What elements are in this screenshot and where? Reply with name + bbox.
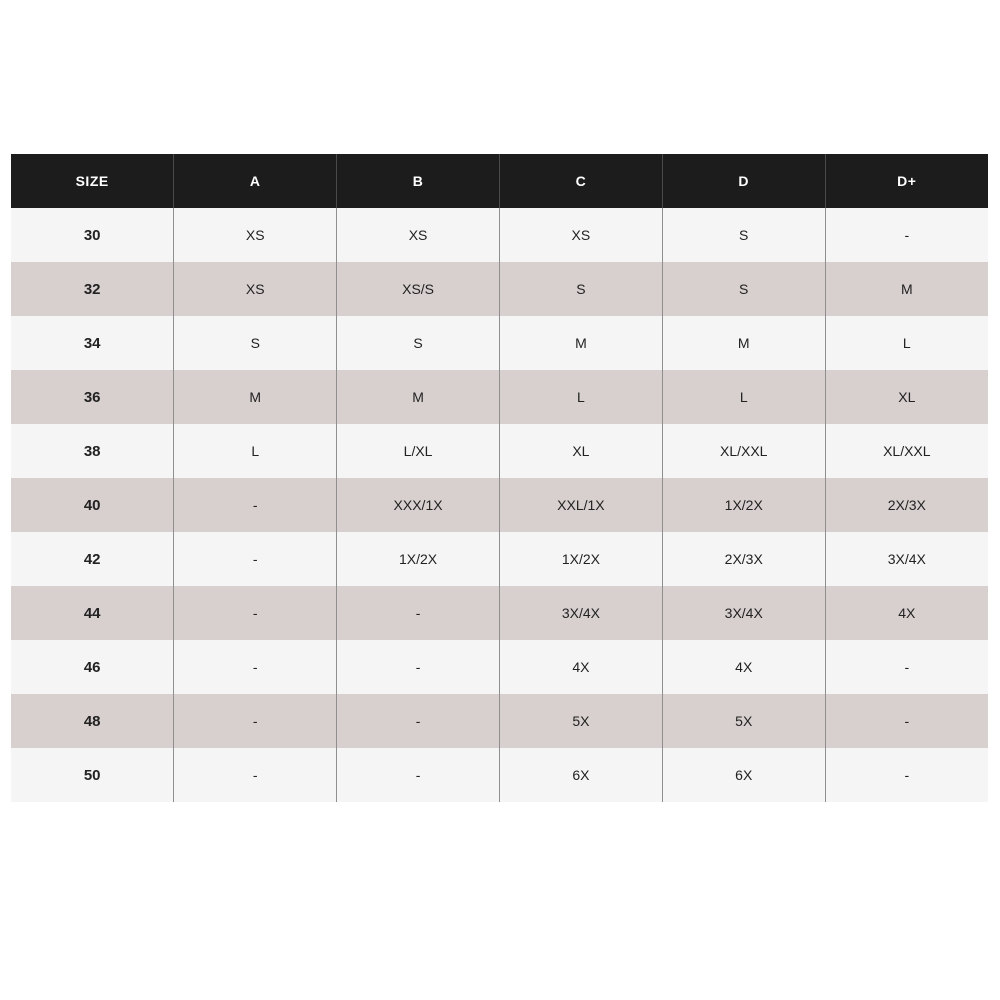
cup-d-plus-cell: - — [825, 208, 988, 262]
cup-c-cell: 1X/2X — [499, 532, 662, 586]
header-row — [11, 154, 988, 208]
cup-b-cell: S — [337, 316, 500, 370]
header-cup-c: C — [499, 154, 662, 208]
band-size-cell: 50 — [11, 748, 174, 802]
cup-c-cell: 4X — [499, 640, 662, 694]
cup-a-cell: XS — [174, 208, 337, 262]
table-row — [11, 478, 988, 532]
cup-b-cell: XS — [337, 208, 500, 262]
header-cup-d-plus: D+ — [825, 154, 988, 208]
header-size: SIZE — [11, 154, 174, 208]
cup-d-cell: 5X — [662, 694, 825, 748]
cup-b-cell: XS/S — [337, 262, 500, 316]
cup-a-cell: M — [174, 370, 337, 424]
cup-a-cell: S — [174, 316, 337, 370]
cup-a-cell: XS — [174, 262, 337, 316]
cup-c-cell: 3X/4X — [499, 586, 662, 640]
table-row — [11, 586, 988, 640]
cup-b-cell: - — [337, 640, 500, 694]
cup-c-cell: 5X — [499, 694, 662, 748]
cup-b-cell: L/XL — [337, 424, 500, 478]
band-size-cell: 44 — [11, 586, 174, 640]
cup-c-cell: XS — [499, 208, 662, 262]
table-header — [11, 154, 988, 208]
band-size-cell: 30 — [11, 208, 174, 262]
cup-a-cell: - — [174, 748, 337, 802]
band-size-cell: 46 — [11, 640, 174, 694]
cup-d-cell: M — [662, 316, 825, 370]
table-row — [11, 640, 988, 694]
cup-d-plus-cell: 3X/4X — [825, 532, 988, 586]
cup-d-cell: 2X/3X — [662, 532, 825, 586]
table-row — [11, 532, 988, 586]
table-body — [11, 208, 988, 802]
cup-c-cell: L — [499, 370, 662, 424]
table-row — [11, 316, 988, 370]
cup-c-cell: XXL/1X — [499, 478, 662, 532]
cup-d-cell: XL/XXL — [662, 424, 825, 478]
cup-c-cell: S — [499, 262, 662, 316]
header-cup-a: A — [174, 154, 337, 208]
cup-a-cell: - — [174, 694, 337, 748]
band-size-cell: 34 — [11, 316, 174, 370]
band-size-cell: 48 — [11, 694, 174, 748]
cup-d-plus-cell: - — [825, 748, 988, 802]
cup-d-cell: 1X/2X — [662, 478, 825, 532]
cup-d-plus-cell: 2X/3X — [825, 478, 988, 532]
table-row — [11, 694, 988, 748]
cup-b-cell: M — [337, 370, 500, 424]
cup-d-plus-cell: M — [825, 262, 988, 316]
cup-d-cell: S — [662, 262, 825, 316]
cup-b-cell: - — [337, 694, 500, 748]
cup-d-cell: 4X — [662, 640, 825, 694]
cup-b-cell: - — [337, 748, 500, 802]
table-row — [11, 262, 988, 316]
header-cup-b: B — [337, 154, 500, 208]
header-cup-d: D — [662, 154, 825, 208]
cup-b-cell: - — [337, 586, 500, 640]
cup-a-cell: - — [174, 586, 337, 640]
cup-a-cell: - — [174, 478, 337, 532]
cup-a-cell: L — [174, 424, 337, 478]
cup-c-cell: 6X — [499, 748, 662, 802]
cup-d-cell: S — [662, 208, 825, 262]
cup-d-plus-cell: - — [825, 694, 988, 748]
cup-d-plus-cell: L — [825, 316, 988, 370]
table-row — [11, 370, 988, 424]
cup-d-plus-cell: 4X — [825, 586, 988, 640]
band-size-cell: 38 — [11, 424, 174, 478]
cup-b-cell: 1X/2X — [337, 532, 500, 586]
size-chart-table — [11, 154, 988, 802]
cup-b-cell: XXX/1X — [337, 478, 500, 532]
band-size-cell: 42 — [11, 532, 174, 586]
cup-d-plus-cell: - — [825, 640, 988, 694]
band-size-cell: 40 — [11, 478, 174, 532]
band-size-cell: 36 — [11, 370, 174, 424]
table-row — [11, 208, 988, 262]
cup-c-cell: M — [499, 316, 662, 370]
cup-a-cell: - — [174, 532, 337, 586]
cup-d-plus-cell: XL/XXL — [825, 424, 988, 478]
cup-d-cell: 3X/4X — [662, 586, 825, 640]
cup-d-cell: 6X — [662, 748, 825, 802]
band-size-cell: 32 — [11, 262, 174, 316]
cup-a-cell: - — [174, 640, 337, 694]
table-row — [11, 424, 988, 478]
cup-d-cell: L — [662, 370, 825, 424]
cup-c-cell: XL — [499, 424, 662, 478]
table-row — [11, 748, 988, 802]
cup-d-plus-cell: XL — [825, 370, 988, 424]
